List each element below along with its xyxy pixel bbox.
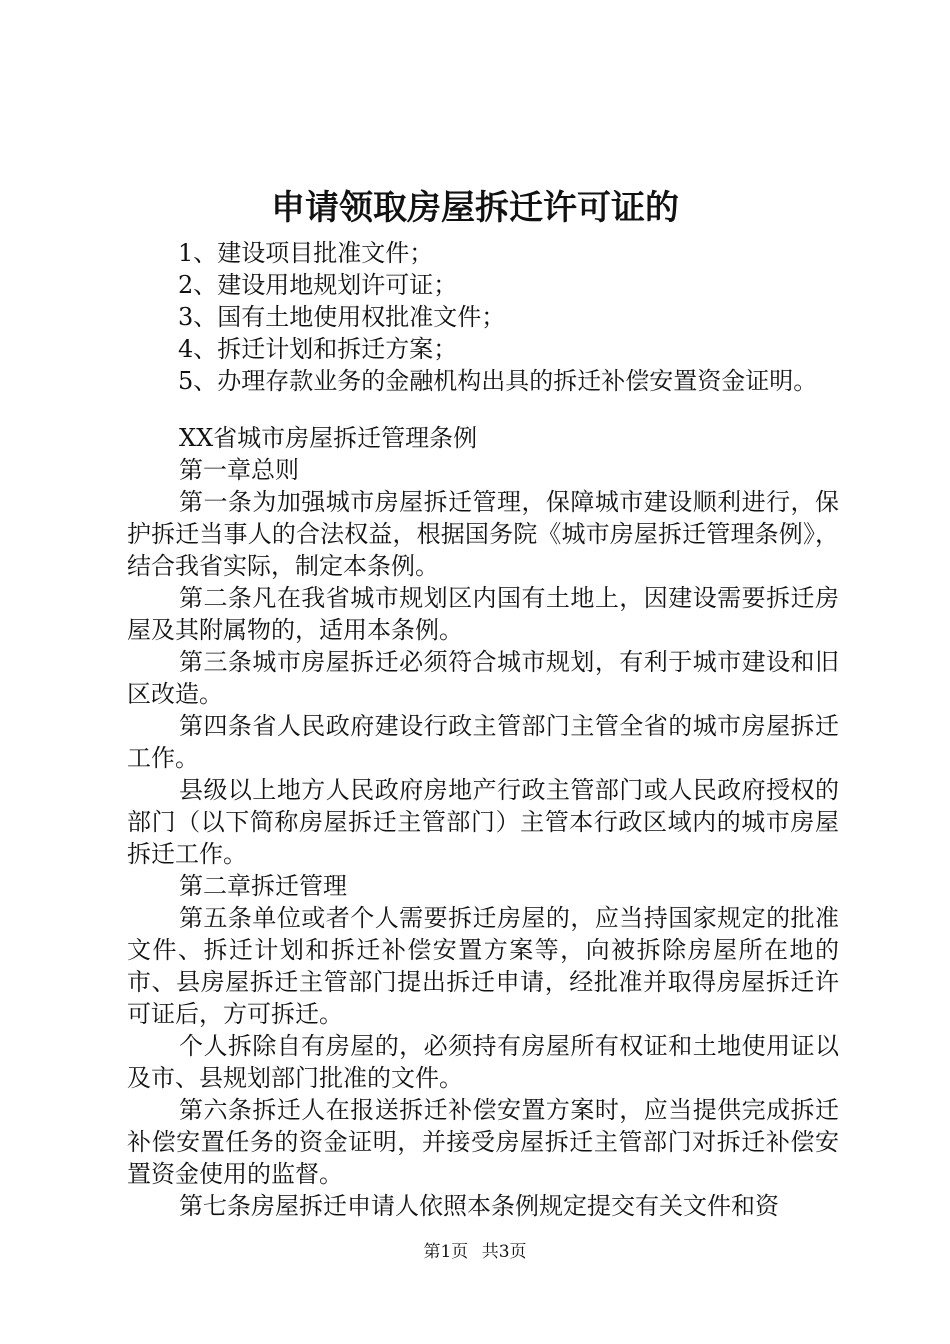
requirements-list — [178, 237, 817, 397]
paragraph: 第五条单位或者个人需要拆迁房屋的，应当持国家规定的批准文件、拆迁计划和拆迁补偿安置方案等，向被拆除房屋所在地的市、县房屋拆迁主管部门提出拆迁申请，经批准并取得房屋拆迁许可证后，方可拆迁。 — [127, 904, 839, 1028]
paragraph: 第七条房屋拆迁申请人依照本条例规定提交有关文件和资 — [179, 1192, 779, 1220]
paragraph: 第二条凡在我省城市规划区内国有土地上，因建设需要拆迁房屋及其附属物的，适用本条例。 — [127, 584, 839, 644]
paragraph: 个人拆除自有房屋的，必须持有房屋所有权证和土地使用证以及市、县规划部门批准的文件。 — [127, 1032, 839, 1092]
paragraph: 第一条为加强城市房屋拆迁管理，保障城市建设顺利进行，保护拆迁当事人的合法权益，根据国务院《城市房屋拆迁管理条例》，结合我省实际，制定本条例。 — [127, 488, 839, 580]
paragraph: 第六条拆迁人在报送拆迁补偿安置方案时，应当提供完成拆迁补偿安置任务的资金证明，并接受房屋拆迁主管部门对拆迁补偿安置资金使用的监督。 — [127, 1096, 839, 1188]
page-footer — [0, 1240, 950, 1264]
chapter-heading: 第二章拆迁管理 — [179, 872, 347, 900]
paragraph: 第四条省人民政府建设行政主管部门主管全省的城市房屋拆迁工作。 — [127, 712, 839, 772]
paragraph: 第三条城市房屋拆迁必须符合城市规划，有利于城市建设和旧区改造。 — [127, 648, 839, 708]
list-item: 3、国有土地使用权批准文件； — [178, 303, 506, 331]
page-total: 共3页 — [481, 1242, 527, 1262]
paragraph: 县级以上地方人民政府房地产行政主管部门或人民政府授权的部门（以下简称房屋拆迁主管部门）主管本行政区域内的城市房屋拆迁工作。 — [127, 776, 839, 868]
list-item: 4、拆迁计划和拆迁方案； — [178, 335, 458, 363]
list-item: 5、办理存款业务的金融机构出具的拆迁补偿安置资金证明。 — [178, 367, 818, 395]
list-item: 1、建设项目批准文件； — [178, 239, 434, 267]
list-item: 2、建设用地规划许可证； — [178, 271, 458, 299]
page-number: 第1页 — [423, 1242, 469, 1262]
document-title: 申请领取房屋拆迁许可证的 — [271, 188, 679, 228]
regulation-body — [127, 422, 839, 1222]
regulation-title: XX省城市房屋拆迁管理条例 — [179, 424, 478, 452]
chapter-heading: 第一章总则 — [179, 456, 299, 484]
